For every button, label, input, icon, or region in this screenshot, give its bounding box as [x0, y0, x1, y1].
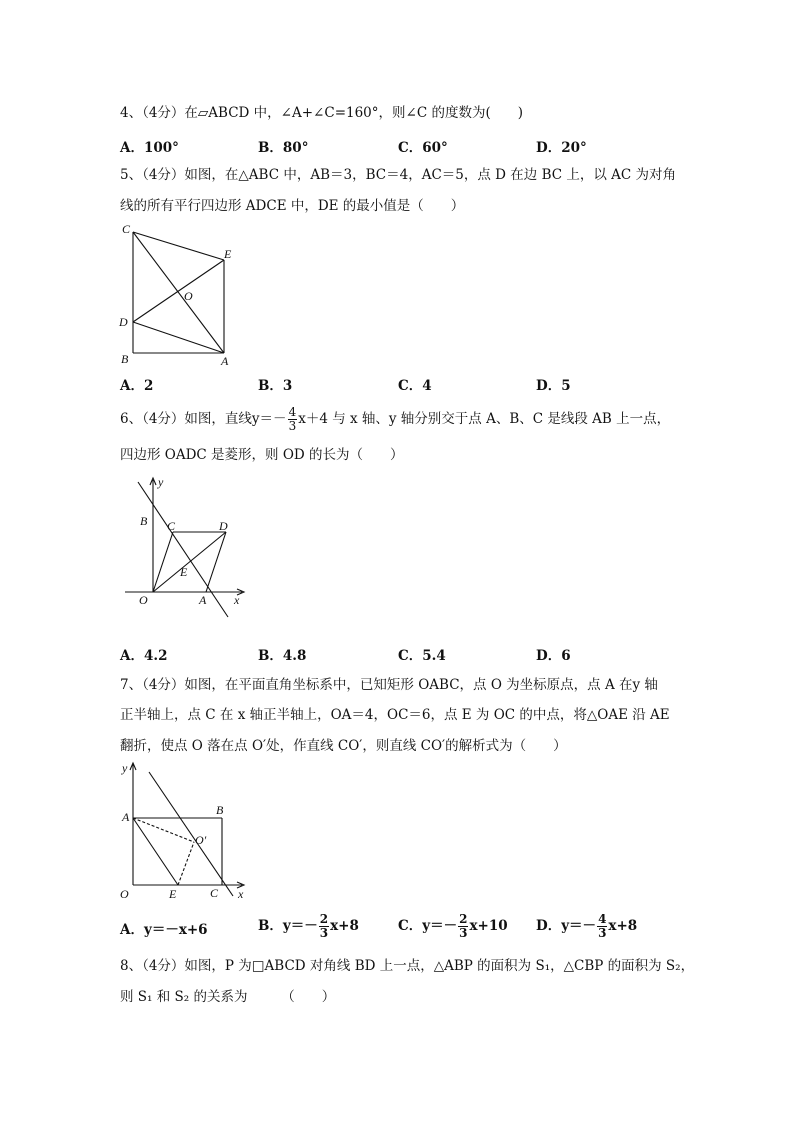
- q7-option-b-num: 2: [319, 912, 329, 926]
- q6-option-d: D．6: [536, 648, 571, 664]
- q5-figure: [112, 220, 242, 370]
- q5-line-ce: [133, 232, 224, 260]
- q7-stem-line2: 正半轴上，点 C 在 x 轴正半轴上，OA＝4，OC＝6，点 E 为 OC 的中点，将△OAE 沿 AE: [120, 707, 670, 723]
- q6-label-a: A: [199, 593, 207, 607]
- q7-option-b-den: 3: [319, 926, 329, 940]
- q7-label-o: O: [120, 887, 129, 901]
- q5-line-ca: [133, 232, 224, 353]
- q7-option-d-num: 4: [598, 912, 607, 926]
- q6-frac-den: 3: [288, 419, 297, 433]
- q5-option-d: D．5: [536, 378, 571, 394]
- q7-option-b-post: x+8: [330, 918, 359, 934]
- q6-label-o: O: [139, 593, 148, 607]
- q7-option-c-post: x+10: [469, 918, 508, 934]
- q5-label-a: A: [221, 354, 229, 368]
- q6-frac-num: 4: [288, 405, 297, 419]
- q7-option-d: [536, 910, 637, 942]
- q7-option-c-pre: C．y＝－: [398, 918, 458, 934]
- q4-option-d: D．20°: [536, 140, 587, 156]
- q6-stem-line1: [120, 404, 670, 434]
- q7-option-d-post: x+8: [608, 918, 638, 934]
- q6-label-d: D: [219, 519, 228, 533]
- q6-option-a: A．4.2: [120, 648, 168, 664]
- q7-option-c: [398, 910, 508, 942]
- q7-option-d-den: 3: [598, 926, 607, 940]
- q7-option-b-frac: [319, 913, 329, 940]
- q7-option-d-pre: D．y＝－: [536, 918, 597, 934]
- q4-option-b: B．80°: [258, 140, 309, 156]
- q6-option-b: B．4.8: [258, 648, 307, 664]
- q4-option-a: A．100°: [120, 140, 179, 156]
- q6-stem-line2: 四边形 OADC 是菱形，则 OD 的长为（ ）: [120, 447, 404, 463]
- q6-figure: [120, 474, 250, 624]
- q7-option-c-den: 3: [459, 926, 468, 940]
- q6-line-od: [153, 532, 226, 592]
- q7-line-ao-prime: [133, 818, 194, 842]
- q5-label-e: E: [224, 247, 232, 261]
- q6-label-x: x: [234, 593, 240, 607]
- q7-stem-line3: 翻折，使点 O 落在点 O′处，作直线 CO′，则直线 CO′的解析式为（ ）: [120, 738, 567, 754]
- q8-stem-line2: 则 S₁ 和 S₂ 的关系为 （ ）: [120, 989, 336, 1005]
- q7-figure: [116, 758, 256, 906]
- q7-option-a: A．y＝－x+6: [120, 922, 208, 938]
- q7-label-x: x: [238, 887, 244, 901]
- q6-label-y: y: [158, 475, 164, 489]
- q7-label-e: E: [169, 887, 177, 901]
- q7-option-d-frac: [597, 913, 607, 940]
- q6-label-c: C: [167, 519, 176, 533]
- q5-label-o: O: [184, 289, 193, 303]
- q7-line-eo-prime: [178, 842, 194, 885]
- q7-line-co-prime: [149, 772, 233, 896]
- q5-line-de: [133, 260, 224, 322]
- q7-line-ae: [133, 818, 178, 885]
- q5-label-d: D: [119, 315, 128, 329]
- q5-stem-line1: 5、（4分）如图，在△ABC 中，AB＝3，BC＝4，AC＝5，点 D 在边 BC 上，以 AC 为对角: [120, 167, 677, 183]
- q7-option-b: [258, 910, 359, 942]
- q6-line-da: [206, 532, 226, 592]
- q5-option-a: A．2: [120, 378, 154, 394]
- q7-label-a: A: [122, 810, 130, 824]
- q6-stem-post: x＋4 与 x 轴、y 轴分别交于点 A、B、C 是线段 AB 上一点，: [298, 411, 671, 427]
- q7-label-o-prime: O′: [195, 833, 207, 847]
- q6-line-ab: [138, 482, 228, 617]
- q6-line-oc: [153, 532, 173, 592]
- q5-label-c: C: [122, 222, 131, 236]
- q7-label-y: y: [122, 761, 128, 775]
- q4-stem: 4、（4分）在▱ABCD 中，∠A+∠C=160°，则∠C 的度数为( ): [120, 105, 523, 121]
- q7-option-c-frac: [458, 913, 468, 940]
- q6-option-c: C．5.4: [398, 648, 446, 664]
- q7-label-b: B: [216, 803, 224, 817]
- q5-label-b: B: [121, 352, 129, 366]
- q7-option-c-num: 2: [459, 912, 468, 926]
- q5-option-c: C．4: [398, 378, 432, 394]
- q4-option-c: C．60°: [398, 140, 448, 156]
- q5-option-b: B．3: [258, 378, 293, 394]
- q7-label-c: C: [210, 886, 219, 900]
- q8-stem-line1: 8、（4分）如图，P 为□ABCD 对角线 BD 上一点，△ABP 的面积为 S₁，△CBP 的面积为 S₂，: [120, 958, 695, 974]
- q6-label-e: E: [180, 565, 188, 579]
- q6-fraction: [288, 406, 298, 433]
- q5-line-da: [133, 322, 224, 353]
- q5-stem-line2: 线的所有平行四边形 ADCE 中，DE 的最小值是（ ）: [120, 198, 465, 214]
- q6-label-b: B: [140, 514, 148, 528]
- q7-stem-line1: 7、（4分）如图，在平面直角坐标系中，已知矩形 OABC，点 O 为坐标原点，点 A 在y 轴: [120, 677, 658, 693]
- q7-option-b-pre: B．y＝－: [258, 918, 318, 934]
- q6-stem-pre: 6、（4分）如图，直线y＝－: [120, 411, 287, 427]
